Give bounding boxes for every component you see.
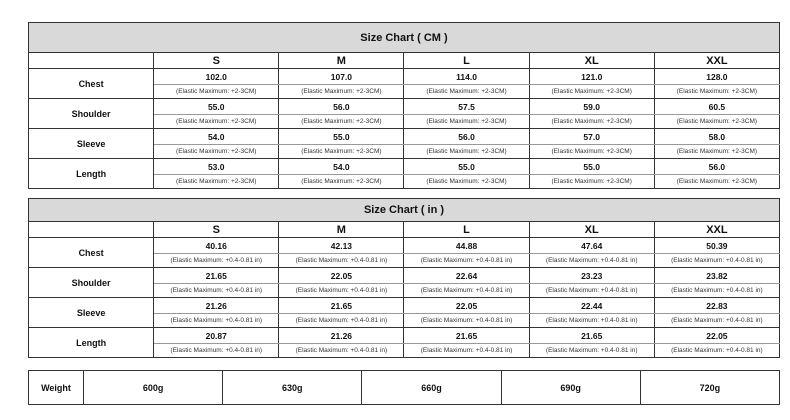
measurement-value: 23.23 — [529, 268, 654, 284]
measurement-value: 21.26 — [279, 328, 404, 344]
elastic-note: (Elastic Maximum: +0.4-0.81 in) — [654, 314, 779, 328]
measurement-value: 54.0 — [279, 159, 404, 175]
weight-row — [29, 371, 780, 405]
cm-size-header — [29, 53, 780, 69]
weight-value: 660g — [362, 371, 501, 405]
header-blank — [29, 53, 154, 69]
elastic-note: (Elastic Maximum: +0.4-0.81 in) — [529, 344, 654, 358]
measurement-value: 55.0 — [279, 129, 404, 145]
measurement-row — [29, 298, 780, 314]
elastic-note: (Elastic Maximum: +2-3CM) — [279, 175, 404, 189]
elastic-note: (Elastic Maximum: +2-3CM) — [404, 175, 529, 189]
measurement-value: 102.0 — [154, 69, 279, 85]
measurement-value: 21.65 — [279, 298, 404, 314]
elastic-note: (Elastic Maximum: +0.4-0.81 in) — [279, 284, 404, 298]
measurement-value: 55.0 — [154, 99, 279, 115]
measurement-value: 57.5 — [404, 99, 529, 115]
size-header-l: L — [404, 222, 529, 238]
elastic-note: (Elastic Maximum: +2-3CM) — [654, 145, 779, 159]
row-label: Shoulder — [29, 99, 154, 129]
elastic-note: (Elastic Maximum: +2-3CM) — [279, 85, 404, 99]
measurement-value: 107.0 — [279, 69, 404, 85]
row-label: Length — [29, 328, 154, 358]
elastic-note: (Elastic Maximum: +0.4-0.81 in) — [154, 344, 279, 358]
measurement-value: 53.0 — [154, 159, 279, 175]
size-header-xl: XL — [529, 53, 654, 69]
measurement-row — [29, 129, 780, 145]
measurement-value: 40.16 — [154, 238, 279, 254]
size-header-xl: XL — [529, 222, 654, 238]
elastic-note: (Elastic Maximum: +0.4-0.81 in) — [529, 254, 654, 268]
measurement-value: 21.65 — [154, 268, 279, 284]
inch-measurements — [29, 238, 780, 358]
measurement-value: 56.0 — [279, 99, 404, 115]
weight-label: Weight — [29, 371, 84, 405]
elastic-note: (Elastic Maximum: +2-3CM) — [529, 115, 654, 129]
measurement-value: 22.44 — [529, 298, 654, 314]
elastic-note: (Elastic Maximum: +0.4-0.81 in) — [154, 314, 279, 328]
weight-value: 600g — [84, 371, 223, 405]
elastic-note: (Elastic Maximum: +2-3CM) — [154, 145, 279, 159]
size-chart-cm — [28, 22, 780, 189]
size-header-xxl: XXL — [654, 222, 779, 238]
row-label: Chest — [29, 238, 154, 268]
elastic-note: (Elastic Maximum: +2-3CM) — [154, 175, 279, 189]
measurement-value: 58.0 — [654, 129, 779, 145]
elastic-note: (Elastic Maximum: +2-3CM) — [404, 145, 529, 159]
size-header-m: M — [279, 222, 404, 238]
elastic-note: (Elastic Maximum: +2-3CM) — [404, 85, 529, 99]
measurement-value: 128.0 — [654, 69, 779, 85]
measurement-value: 54.0 — [154, 129, 279, 145]
measurement-value: 21.26 — [154, 298, 279, 314]
measurement-value: 57.0 — [529, 129, 654, 145]
measurement-value: 55.0 — [404, 159, 529, 175]
measurement-value: 55.0 — [529, 159, 654, 175]
measurement-value: 22.83 — [654, 298, 779, 314]
measurement-value: 42.13 — [279, 238, 404, 254]
measurement-value: 50.39 — [654, 238, 779, 254]
measurement-value: 59.0 — [529, 99, 654, 115]
elastic-note: (Elastic Maximum: +2-3CM) — [654, 115, 779, 129]
size-header-s: S — [154, 222, 279, 238]
measurement-value: 22.05 — [404, 298, 529, 314]
elastic-note: (Elastic Maximum: +0.4-0.81 in) — [154, 254, 279, 268]
measurement-value: 47.64 — [529, 238, 654, 254]
elastic-note: (Elastic Maximum: +2-3CM) — [654, 175, 779, 189]
weight-value: 720g — [640, 371, 779, 405]
measurement-value: 121.0 — [529, 69, 654, 85]
measurement-value: 60.5 — [654, 99, 779, 115]
elastic-note: (Elastic Maximum: +0.4-0.81 in) — [529, 314, 654, 328]
measurement-value: 20.87 — [154, 328, 279, 344]
elastic-note: (Elastic Maximum: +0.4-0.81 in) — [404, 344, 529, 358]
cm-measurements — [29, 69, 780, 189]
inch-chart-title: Size Chart ( in ) — [29, 199, 780, 222]
measurement-value: 114.0 — [404, 69, 529, 85]
elastic-note: (Elastic Maximum: +2-3CM) — [279, 115, 404, 129]
measurement-value: 56.0 — [404, 129, 529, 145]
measurement-row — [29, 99, 780, 115]
elastic-note: (Elastic Maximum: +2-3CM) — [404, 115, 529, 129]
size-header-m: M — [279, 53, 404, 69]
row-label: Shoulder — [29, 268, 154, 298]
elastic-note: (Elastic Maximum: +2-3CM) — [279, 145, 404, 159]
measurement-row — [29, 238, 780, 254]
measurement-value: 21.65 — [404, 328, 529, 344]
measurement-row — [29, 159, 780, 175]
measurement-value: 22.05 — [654, 328, 779, 344]
elastic-note: (Elastic Maximum: +0.4-0.81 in) — [154, 284, 279, 298]
elastic-note: (Elastic Maximum: +0.4-0.81 in) — [404, 314, 529, 328]
measurement-value: 23.82 — [654, 268, 779, 284]
elastic-note: (Elastic Maximum: +0.4-0.81 in) — [279, 314, 404, 328]
header-blank — [29, 222, 154, 238]
elastic-note: (Elastic Maximum: +0.4-0.81 in) — [404, 284, 529, 298]
measurement-row — [29, 268, 780, 284]
cm-chart-title: Size Chart ( CM ) — [29, 23, 780, 53]
elastic-note: (Elastic Maximum: +0.4-0.81 in) — [654, 284, 779, 298]
measurement-value: 22.05 — [279, 268, 404, 284]
elastic-note: (Elastic Maximum: +2-3CM) — [154, 115, 279, 129]
row-label: Chest — [29, 69, 154, 99]
size-chart-inch — [28, 198, 780, 358]
elastic-note: (Elastic Maximum: +0.4-0.81 in) — [279, 344, 404, 358]
elastic-note: (Elastic Maximum: +0.4-0.81 in) — [654, 254, 779, 268]
measurement-value: 44.88 — [404, 238, 529, 254]
row-label: Length — [29, 159, 154, 189]
elastic-note: (Elastic Maximum: +0.4-0.81 in) — [654, 344, 779, 358]
row-label: Sleeve — [29, 129, 154, 159]
elastic-note: (Elastic Maximum: +2-3CM) — [654, 85, 779, 99]
elastic-note: (Elastic Maximum: +0.4-0.81 in) — [529, 284, 654, 298]
elastic-note: (Elastic Maximum: +2-3CM) — [529, 175, 654, 189]
weight-value: 630g — [223, 371, 362, 405]
measurement-value: 22.64 — [404, 268, 529, 284]
row-label: Sleeve — [29, 298, 154, 328]
elastic-note: (Elastic Maximum: +2-3CM) — [529, 85, 654, 99]
weight-table — [28, 370, 780, 405]
elastic-note: (Elastic Maximum: +0.4-0.81 in) — [404, 254, 529, 268]
inch-size-header — [29, 222, 780, 238]
elastic-note: (Elastic Maximum: +2-3CM) — [529, 145, 654, 159]
elastic-note: (Elastic Maximum: +0.4-0.81 in) — [279, 254, 404, 268]
elastic-note: (Elastic Maximum: +2-3CM) — [154, 85, 279, 99]
size-header-s: S — [154, 53, 279, 69]
size-header-xxl: XXL — [654, 53, 779, 69]
weight-value: 690g — [501, 371, 640, 405]
measurement-value: 21.65 — [529, 328, 654, 344]
size-header-l: L — [404, 53, 529, 69]
measurement-row — [29, 69, 780, 85]
measurement-row — [29, 328, 780, 344]
measurement-value: 56.0 — [654, 159, 779, 175]
